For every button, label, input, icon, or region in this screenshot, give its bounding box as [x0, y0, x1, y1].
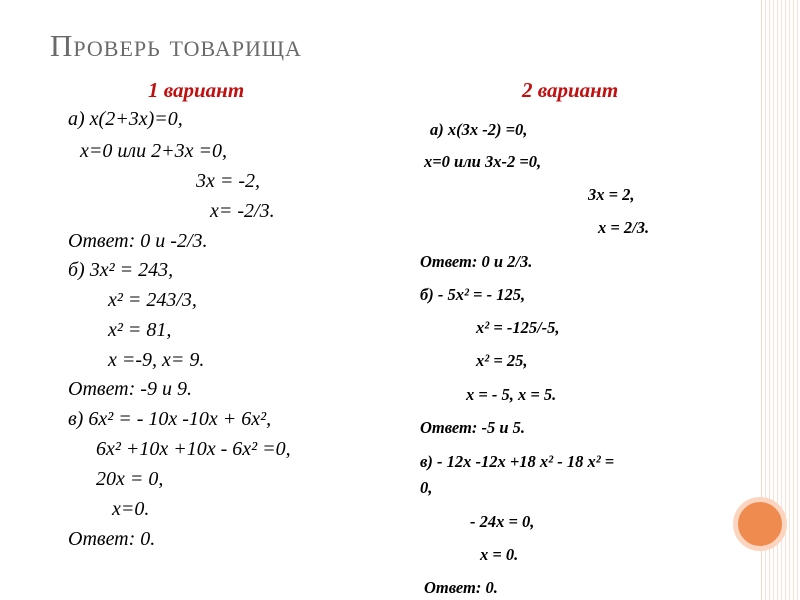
solution-line: а) х(3х -2) =0, — [430, 120, 528, 139]
solution-line: Ответ: -9 и 9. — [68, 378, 192, 400]
decorative-circle — [733, 497, 787, 551]
solution-line: - 24х = 0, — [470, 512, 535, 531]
solution-line: Ответ: 0. — [68, 528, 156, 550]
solution-line: Ответ: 0 и 2/3. — [420, 252, 533, 271]
solution-line: х = - 5, х = 5. — [466, 385, 557, 404]
solution-line: б) - 5х² = - 125, — [420, 285, 526, 304]
solution-line: 20х = 0, — [96, 468, 164, 490]
solution-line: х=0 или 3х-2 =0, — [424, 152, 542, 171]
solution-line: 3х = -2, — [196, 170, 261, 192]
solution-line: а) х(2+3х)=0, — [68, 108, 183, 130]
solution-line: х= -2/3. — [210, 200, 275, 222]
solution-line: х = 2/3. — [598, 218, 650, 237]
solution-line: б) 3х² = 243, — [68, 259, 174, 281]
solution-line: х² = 25, — [476, 351, 528, 370]
solution-line: х = 0. — [480, 545, 519, 564]
solution-line: х=0 или 2+3х =0, — [80, 140, 227, 162]
solution-line: 3х = 2, — [588, 185, 635, 204]
solution-line: Ответ: -5 и 5. — [420, 418, 526, 437]
solution-line: Ответ: 0 и -2/3. — [68, 230, 208, 252]
slide-title: Проверь товарища — [50, 28, 302, 63]
solution-line: 6х² +10х +10х - 6х² =0, — [96, 438, 291, 460]
solution-line: в) 6х² = - 10х -10х + 6х², — [68, 408, 272, 430]
solution-line: х =-9, х= 9. — [108, 349, 205, 371]
solution-line: х² = 243/3, — [108, 289, 197, 311]
variant2-heading: 2 вариант — [522, 78, 619, 102]
solution-line: в) - 12х -12х +18 х² - 18 х² = — [420, 452, 615, 471]
solution-line: х² = 81, — [108, 319, 172, 341]
solution-line: х=0. — [112, 498, 150, 520]
solution-line: 0, — [420, 478, 433, 497]
solution-line: х² = -125/-5, — [476, 318, 560, 337]
solution-line: Ответ: 0. — [424, 578, 498, 597]
variant1-heading: 1 вариант — [148, 78, 245, 102]
